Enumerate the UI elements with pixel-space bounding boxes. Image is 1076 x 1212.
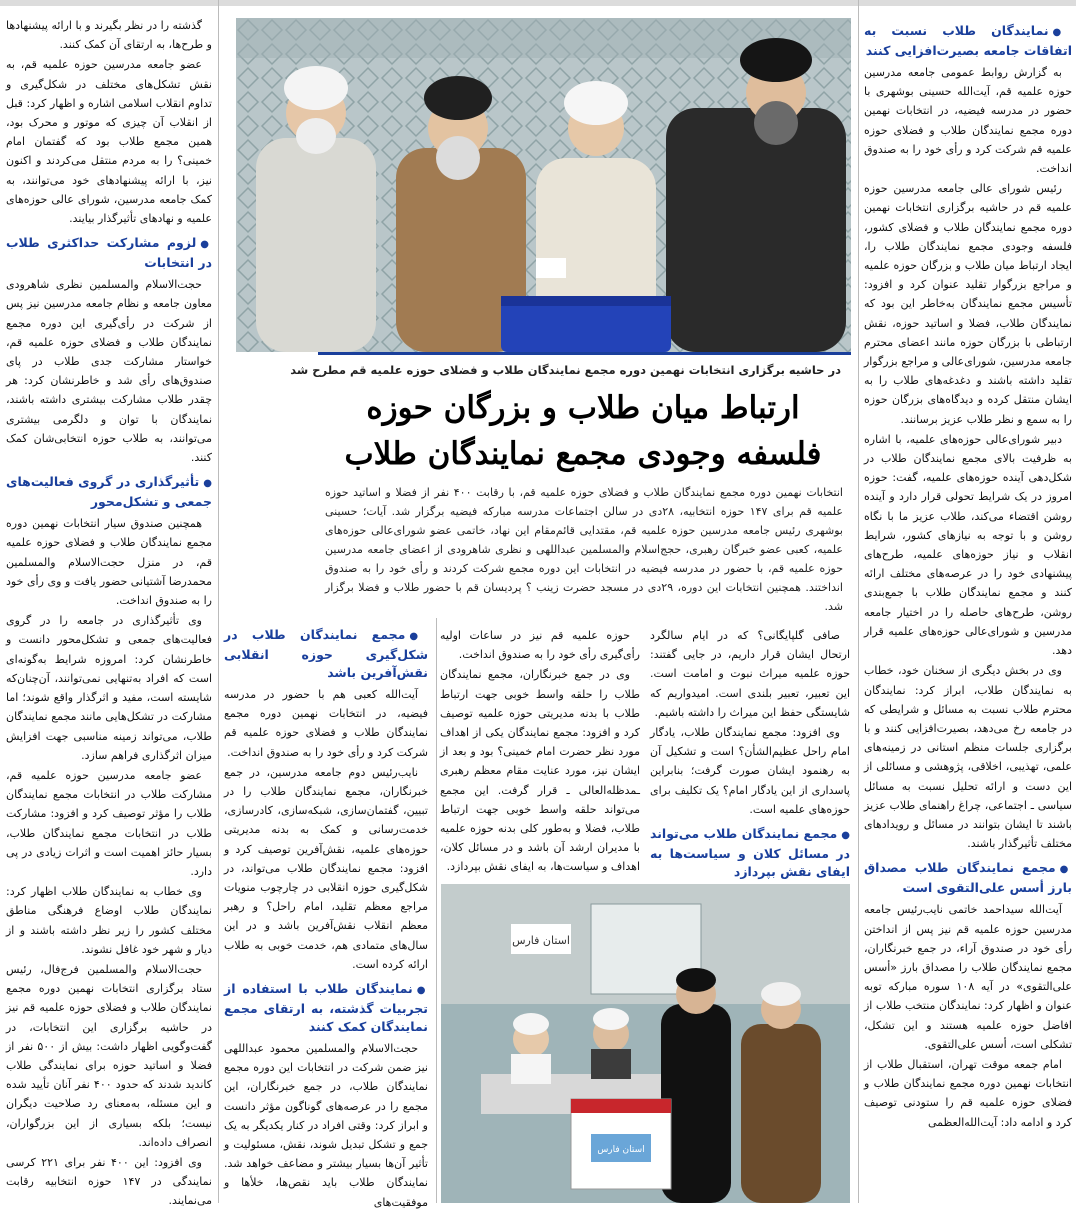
subheading-insight: ●نمایندگان طلاب نسبت به اتفاقات جامعه بصیرت‌افزایی کنند bbox=[864, 23, 1072, 58]
bottom-photo bbox=[441, 884, 850, 1203]
headline-kicker: در حاشیه برگزاری انتخابات نهمین دوره مجمع نمایندگان طلاب و فضلای حوزه علمیه قم مطرح شد bbox=[290, 363, 841, 377]
subheading-collective-activity: ●تأثیرگذاری در گروی فعالیت‌های جمعی و تشکل‌محور bbox=[6, 474, 212, 510]
paragraph: آیت‌الله کعبی هم با حضور در مدرسه فیضیه، در انتخابات نهمین دوره مجمع نمایندگان طلاب و فضلای حوزه علمیه قم شرکت کرد و رأی خود را به صندوق انداخت. bbox=[224, 688, 428, 759]
paragraph: امام جمعه موقت تهران، استقبال طلاب از انتخابات نهمین دوره مجمع نمایندگان طلاب و فضلای حوزه علمیه قم را ستودنی توصیف کرد و ادامه داد: آیت‌الله‌العظمی bbox=[864, 1057, 1072, 1129]
column-4 bbox=[224, 626, 428, 1209]
ballot-box-label: استان فارس bbox=[597, 1145, 645, 1155]
column-divider bbox=[858, 0, 859, 1203]
paragraph: وی افزود: مجمع نمایندگان طلاب، یادگار امام راحل عظیم‌الشأن؟ است و تشکیل آن به رهنمود ایشان صورت گرفت؛ بنابراین پاسداری از این یادگار امام؟ یک تکلیف برای حوزه‌های علمیه است. bbox=[650, 726, 850, 816]
paragraph: گذشته را در نظر بگیرند و با ارائه پیشنهادها و طرح‌ها، به ارتقای آن کمک کنند. bbox=[6, 19, 212, 52]
paragraph: عضو جامعه مدرسین حوزه علمیه قم، به نقش تشکل‌های مختلف در شکل‌گیری و تداوم انقلاب اسلامی اشاره و اظهار کرد: قبل از انقلاب آن چیزی که موتور و محرک بود، همین مجمع طلاب بود که گفتمان امام خمینی؟ را به مردم منتقل می‌کردند و اکنون نیز، با ارائه پیشنهادهای خود می‌توانند، به کمک جامعه مدرسین، شورای عالی حوزه‌های علمیه و نهادهای تأثیرگذار بیایند. bbox=[6, 58, 212, 226]
subheading-revolutionary-seminary: ●مجمع نمایندگان طلاب در شکل‌گیری حوزه انقلابی نقش‌آفرین باشد bbox=[224, 627, 428, 680]
paragraph: صافی گلپایگانی؟ که در ایام سالگرد ارتحال ایشان قرار داریم، در جایی گفتند: حوزه علمیه میراث نبوت و امامت است. این تعبیر، تعبیر بلندی است. امیدواریم که شایستگی حفظ این میراث را داشته باشیم. bbox=[650, 629, 850, 719]
column-divider bbox=[218, 0, 219, 1203]
paragraph: حوزه علمیه قم نیز در ساعات اولیه رأی‌گیری رأی خود را به صندوق انداخت. bbox=[440, 629, 640, 662]
headline-title bbox=[323, 385, 843, 477]
subheading-taqwa: ●مجمع نمایندگان طلاب مصداق بارز أسس علی‌التقوی است bbox=[864, 860, 1072, 896]
paragraph: وی در بخش دیگری از سخنان خود، خطاب به نمایندگان طلاب، ابراز کرد: نمایندگان محترم طلاب نسبت به مسائل و شرایطی که در جامعه رخ می‌دهد، بصیرت‌افزایی کنند و با برگزاری جلسات منظم استانی در زمینه‌های علمی، تهذیبی، اخلاقی، پژوهشی و مسائلی از این دست و ارائه تحلیل نسبت به مسائل سیاسی ـ اجتماعی، چراغ راهنمای طلاب عزیز باشند تا ایشان بتوانند در مسائل و رویدادهای مختلف تأثیرگذار باشند. bbox=[864, 664, 1072, 851]
clerics-voting-illustration bbox=[236, 18, 851, 352]
paragraph: وی افزود: این ۴۰۰ نفر برای ۲۲۱ کرسی نمایندگی در ۱۴۷ حوزه انتخابیه رقابت می‌نمایند. bbox=[6, 1155, 212, 1208]
paragraph: به گزارش روابط عمومی جامعه مدرسین حوزه علمیه قم، آیت‌الله حسینی بوشهری با حضور در مدرسه فیضیه، در انتخابات نهمین دوره مجمع نمایندگان طلاب و فضلای حوزه علمیه قم شرکت کرد و رأی خود را به صندوق انداخت. bbox=[864, 66, 1072, 176]
paragraph: همچنین صندوق سیار انتخابات نهمین دوره مجمع نمایندگان طلاب و فضلای حوزه علمیه قم، در منزل حجت‌الاسلام والمسلمین محمدرضا آشتیانی حضور یافت و وی رأی خود را به صندوق انداخت. bbox=[6, 517, 212, 608]
paragraph: وی خطاب به نمایندگان طلاب اظهار کرد: نمایندگان طلاب اوضاع فرهنگی مناطق مختلف کشور را زیر نظر داشته باشند و از دیار و شهر خود غافل نشوند. bbox=[6, 885, 212, 956]
column-1 bbox=[864, 16, 1072, 1203]
subheading-policies: ●مجمع نمایندگان طلاب می‌تواند در مسائل کلان و سیاست‌ها به ایفای نقش بپردازد bbox=[650, 826, 850, 880]
headline-title-line-2: فلسفه وجودی مجمع نمایندگان طلاب bbox=[344, 436, 822, 472]
paragraph: آیت‌الله سیداحمد خاتمی نایب‌رئیس جامعه مدرسین حوزه علمیه قم نیز پس از انداختن رأی خود در صندوق آراء، در جمع خبرنگاران، مجمع نمایندگان طلاب را مصداق بارز «أسس علی‌التقوی» در آیه ۱۰۸ سوره مبارکه توبه عنوان و اظهار کرد: نمایندگان منتخب طلاب از افاضل حوزه علمیه هستند و این تشکل، تشکلی است، أسس علی‌التقوی. bbox=[863, 903, 1072, 1051]
paragraph: عضو جامعه مدرسین حوزه علمیه قم، مشارکت طلاب در انتخابات مجمع نمایندگان طلاب را مؤثر توصیف کرد و افزود: مشارکت طلاب در انتخابات مجمع نمایندگان طلاب، بسیار حائز اهمیت است و اثرات زیادی در پی دارد. bbox=[6, 768, 212, 878]
voting-station-illustration bbox=[441, 884, 850, 1203]
paragraph: نایب‌رئیس دوم جامعه مدرسین، در جمع خبرنگاران، مجمع نمایندگان طلاب را در تبیین، گفتمان‌سازی، شبکه‌سازی، کادرسازی، خدمت‌رسانی و کمک به بدنه مدیریتی حوزه‌های علمیه، نقش‌آفرین توصیف کرد و افزود: مجمع نمایندگان طلاب می‌تواند، در شکل‌گیری حوزه انقلابی در چارچوب منویات مراجع معظم تقلید، امام راحل؟ و رهبر معظم انقلاب نقش‌آفرین باشد و در این سال‌های متمادی هم، خدمت خوبی به طلاب ارائه کرده است. bbox=[224, 765, 428, 971]
column-5 bbox=[6, 16, 212, 1208]
wall-sign-text: استان فارس bbox=[512, 934, 570, 947]
column-3 bbox=[440, 626, 640, 876]
headline-box bbox=[290, 352, 851, 613]
column-divider bbox=[436, 618, 437, 1203]
page-top-bar bbox=[0, 0, 1076, 6]
paragraph: حجت‌الاسلام والمسلمین فرج‌فال، رئیس ستاد برگزاری انتخابات نهمین دوره مجمع نمایندگان طلاب و فضلای حوزه علمیه قم نیز در حاشیه برگزاری این انتخابات، در گفت‌وگویی اظهار داشت: بیش از ۵۰۰ نفر از فضلا و اساتید حوزه برای نمایندگی طلاب کاندید شدند که حدود ۴۰۰ نفر آنان تأیید شده و این مسئله، به‌معنای رد صلاحیت دیگران نیست؛ بلکه بسیاری از این بزرگواران، انصراف داده‌اند. bbox=[6, 962, 212, 1149]
paragraph: حجت‌الاسلام والمسلمین نظری شاهرودی معاون جامعه و نظام جامعه مدرسین نیز پس از شرکت در رأی‌گیری این دوره مجمع نمایندگان طلاب و فضلای حوزه علمیه قم، خواستار مشارکت جدی طلاب در پای صندوق‌های رأی شد و خاطرنشان کرد: هر چقدر طلاب مشارکت بیشتری داشته باشند، نمایندگان با توان و دلگرمی بیشتری می‌توانند، به طلاب حوزه انتخابی‌شان کمک کنند. bbox=[6, 278, 212, 465]
paragraph: حجت‌الاسلام والمسلمین محمود عبداللهی نیز ضمن شرکت در انتخابات این دوره مجمع نمایندگان طلاب، در جمع خبرنگاران، این مجمع را در عرصه‌های گوناگون مؤثر دانست و ابراز کرد: وقتی افراد در کنار یکدیگر به یک جمع و تشکل تبدیل شوند، نقش، مسئولیت و تأثیر آن‌ها بسیار بیشتر و مضاعف خواهد شد. نمایندگان طلاب باید نقص‌ها، خلأها و موفقیت‌های bbox=[224, 1042, 428, 1209]
column-2 bbox=[650, 626, 850, 880]
paragraph: رئیس شورای عالی جامعه مدرسین حوزه علمیه قم در حاشیه برگزاری انتخابات نهمین دوره مجمع نمایندگان طلاب و فضلای کشور، فلسفه وجودی مجمع نمایندگان طلاب را، ایجاد ارتباط میان طلاب و بزرگان حوزه علمیه و مراجع بزرگوار تقلید عنوان کرد و افزود: تأسیس مجمع نمایندگان به‌خاطر این بود که نمایندگان طلاب، فضلا و اساتید حوزه، نقش ارتباطی با بزرگان حوزه مانند اعضای محترم جامعه مدرسین، شورای‌عالی و مراجع بزرگوار تقلید داشته باشند و دغدغه‌های طلاب را به ایشان منتقل کرده و دیدگاه‌های بزرگان حوزه را به سمع و نظر طلاب عزیز برسانند. bbox=[864, 182, 1072, 426]
top-photo bbox=[236, 18, 851, 352]
headline-title-line-1: ارتباط میان طلاب و بزرگان حوزه bbox=[366, 390, 800, 426]
paragraph: وی در جمع خبرنگاران، مجمع نمایندگان طلاب را حلقه واسط خوبی جهت ارتباط طلاب با بدنه مدیریتی حوزه علمیه توصیف کرد و افزود: مجمع نمایندگان یکی از اهداف مورد نظر حضرت امام خمینی؟ بود و بعد از ایشان نیز، مورد عنایت مقام معظم رهبری ـمدظله‌العالی ـ قرار گرفت. این مجمع می‌تواند حلقه واسط خوبی جهت ارتباط طلاب، فضلا و به‌طور کلی بدنه حوزه علمیه با مدیران ارشد آن باشد و در مسائل کلان، اهداف و سیاست‌ها، به ایفای نقش بپردازد. bbox=[440, 668, 640, 874]
subheading-past-experience: ●نمایندگان طلاب با استفاده از تجربیات گذشته، به ارتقای مجمع نمایندگان کمک کنند bbox=[224, 981, 428, 1035]
paragraph: دبیر شورای‌عالی حوزه‌های علمیه، با اشاره به ظرفیت بالای مجمع نمایندگان طلاب در شکل‌دهی آینده حوزه‌های علمیه، گفت: حوزه امروز در یک شرایط تحولی قرار دارد و آینده روشن اقتضاء می‌کند، طلاب عزیز ما با نگاه روشن و با توجه به نیازهای کشور، شرایط انقلاب و نیاز حوزه‌های علمیه، طرح‌های پیشنهادی خود را در عرصه‌های مختلف ارائه کنند و مجمع نمایندگان طلاب با جمع‌بندی روشن، طرح‌های حاصله را در اختیار جامعه مدرسین و شورای‌عالی حوزه‌های علمیه قرار دهد. bbox=[864, 432, 1072, 658]
headline-lead: انتخابات نهمین دوره مجمع نمایندگان طلاب و فضلای حوزه علمیه قم، با رقابت ۴۰۰ نفر از فضلا و اساتید حوزه علمیه قم برای ۱۴۷ حوزه انتخابیه، ۲۸دی در سالن اجتماعات مدرسه مبارکه فیضیه برگزار شد. آیات؛ حسینی بوشهری رئیس جامعه مدرسین حوزه علمیه قم، مقتدایی قائم‌مقام این نهاد، خاتمی عضو شورای‌عالی حوزه‌های علمیه، کعبی عضو خبرگان رهبری، حجج‌اسلام والمسلمین عبداللهی و نظری شاهرودی از اعضای جامعه مدرسین حوزه علمیه قم، با حضور در مدرسه فیضیه در انتخابات این دوره مجمع شرکت کردند و رأی خود را به صندوق انداختند. همچنین انتخابات این دوره، ۲۹دی در مسجد حضرت زینب ؟ پردیسان قم با حضور طلاب و فضلا برگزار شد. bbox=[325, 486, 843, 613]
paragraph: وی تأثیرگذاری در جامعه را در گروی فعالیت‌های جمعی و تشکل‌محور دانست و خاطرنشان کرد: امروزه شرایط به‌گونه‌ای است که افراد به‌تنهایی نمی‌توانند، آن‌چنان‌که شایسته است، مفید و اثرگذار واقع شوند؛ اما مشارکت در تشکل‌هایی مانند مجمع نمایندگان طلاب، می‌تواند زمینه مناسبی جهت افزایش میزان اثرگذاری فراهم سازد. bbox=[6, 614, 212, 762]
subheading-max-participation: ●لزوم مشارکت حداکثری طلاب در انتخابات bbox=[6, 235, 212, 271]
